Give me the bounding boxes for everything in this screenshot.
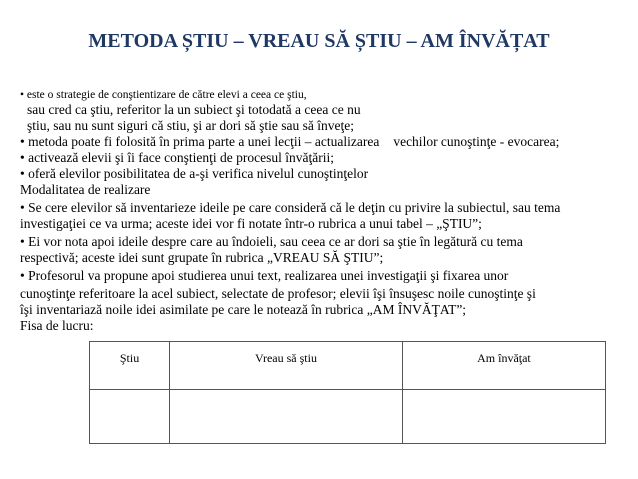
step-3-line-1: • Profesorul va propune apoi studierea unui text, realizarea unei investigaţii şi fixarea unor [20, 268, 509, 283]
bullet-strategy-cont-1: sau cred ca ştiu, referitor la un subiect şi totodată a ceea ce nu [27, 102, 361, 117]
step-1-line-1: • Se cere elevilor să inventarieze ideile pe care consideră că le deţin cu privire la subiectul, sau tema [20, 200, 561, 215]
bullet-strategy-cont-2: ştiu, sau nu sunt siguri că stiu, şi ar dori să ştie sau să înveţe; [27, 118, 354, 133]
cell-am-invatat [402, 390, 605, 444]
bullet-offers: • oferă elevilor posibilitatea de a-şi verifica nivelul cunoştinţelor [20, 166, 369, 181]
kwl-body-row [90, 390, 606, 444]
header-vreau-sa-stiu: Vreau să ştiu [170, 342, 403, 390]
step-2-line-1: • Ei vor nota apoi ideile despre care au îndoieli, sau ceea ce ar dori sa ştie în legătură cu tema [20, 234, 523, 249]
cell-stiu [90, 390, 170, 444]
header-stiu: Ştiu [90, 342, 170, 390]
section-heading-method: Modalitatea de realizare [20, 182, 151, 197]
kwl-header-row [90, 342, 606, 390]
worksheet-label: Fisa de lucru: [20, 318, 94, 333]
bullet-usage-part-1: • metoda poate fi folosită în prima parte a unei lecţii – actualizarea [20, 134, 380, 149]
bullet-usage [20, 134, 559, 150]
step-3-line-3: îşi inventariază noile idei asimilate pe care le notează în rubrica „AM ÎNVĂŢAT”; [20, 302, 467, 317]
kwl-table [89, 341, 606, 444]
page-title: METODA ȘTIU – VREAU SĂ ȘTIU – AM ÎNVĂȚAT [88, 30, 550, 52]
step-3-line-2: cunoştinţe referitoare la acel subiect, selectate de profesor; elevii îşi însuşesc noile cunoştinţe şi [20, 286, 536, 301]
bullet-usage-part-2: vechilor cunoştinţe - evocarea; [393, 134, 560, 149]
cell-vreau-sa-stiu [170, 390, 403, 444]
bullet-activates: • activează elevii şi îi face conştienţi de procesul învăţării; [20, 150, 334, 165]
step-2-line-2: respectivă; aceste idei sunt grupate în rubrica „VREAU SĂ ŞTIU”; [20, 250, 384, 265]
bullet-strategy: • este o strategie de conştientizare de către elevi a ceea ce ştiu, [20, 89, 307, 101]
header-am-invatat: Am învăţat [402, 342, 605, 390]
step-1-line-2: investigaţiei ce va urma; aceste idei vor fi notate într-o rubrica a unui tabel – „ŞTIU”; [20, 216, 482, 231]
